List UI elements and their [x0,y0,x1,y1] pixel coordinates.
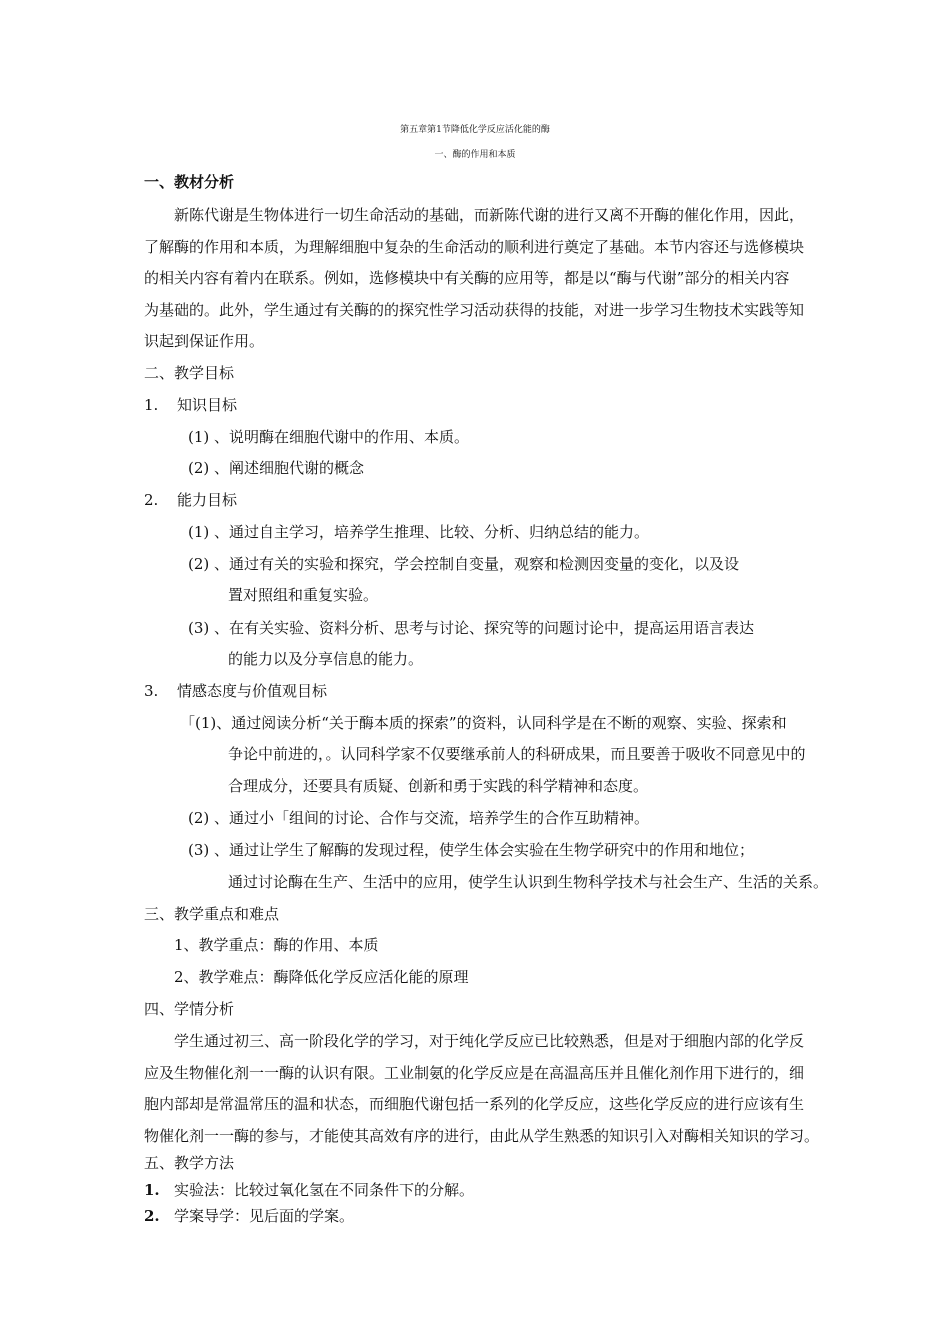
document-title: 第五章第1节降低化学反应活化能的酶 [400,125,550,135]
paragraph-line: 胞内部却是常温常压的温和状态，而细胞代谢包括一系列的化学反应，这些化学反应的进行应该有生 [144,1095,805,1113]
paragraph-line: 的相关内容有着内在联系。例如，选修模块中有关酶的应用等，都是以“酶与代谢”部分的相关内容 [144,269,790,287]
document-subtitle: 一、酶的作用和本质 [434,150,516,160]
paragraph-line: 应及生物催化剂一一酶的认识有限。工业制氨的化学反应是在高温高压并且催化剂作用下进行的，细 [144,1064,805,1082]
list-item: (1) 、说明酶在细胞代谢中的作用、本质。 [188,428,470,446]
list-item: (3) 、在有关实验、资料分析、思考与讨论、探究等的问题讨论中，提高运用语言表达 [188,619,755,637]
paragraph-line: 新陈代谢是生物体进行一切生命活动的基础，而新陈代谢的进行又离不开酶的催化作用，因此， [174,206,805,224]
section-heading: 五、教学方法 [144,1154,235,1172]
list-item: (2) 、阐述细胞代谢的概念 [188,459,365,477]
list-item-continuation: 合理成分，还要具有质疑、创新和勇于实践的科学精神和态度。 [228,777,649,795]
list-number: 1. [144,396,159,414]
list-item: 2、教学难点：酶降低化学反应活化能的原理 [174,968,469,986]
list-item-continuation: 通过讨论酶在生产、生活中的应用，使学生认识到生物科学技术与社会生产、生活的关系。 [228,873,829,891]
subsection-title: 能力目标 [177,491,238,509]
list-item-continuation: 争论中前进的，。认同科学家不仅要继承前人的科研成果，而且要善于吸收不同意见中的 [228,745,806,763]
list-number: 2. [144,491,159,509]
list-number: 3. [144,682,159,700]
list-item-continuation: 置对照组和重复实验。 [228,586,379,604]
list-item-continuation: 的能力以及分享信息的能力。 [228,650,424,668]
list-item: 实验法：比较过氧化氢在不同条件下的分解。 [174,1181,475,1199]
paragraph-line: 识起到保证作用。 [144,332,265,350]
subsection-title: 知识目标 [177,396,238,414]
section-heading: 二、教学目标 [144,364,235,382]
paragraph-line: 学生通过初三、高一阶段化学的学习，对于纯化学反应已比较熟悉，但是对于细胞内部的化学反 [174,1032,805,1050]
list-item: (3) 、通过让学生了解酶的发现过程，使学生体会实验在生物学研究中的作用和地位； [188,841,755,859]
list-item: (2) 、通过有关的实验和探究，学会控制自变量，观察和检测因变量的变化，以及设 [188,555,740,573]
list-number: 1. [144,1181,160,1199]
list-item: 学案导学：见后面的学案。 [174,1207,355,1225]
paragraph-line: 了解酶的作用和本质，为理解细胞中复杂的生命活动的顺利进行奠定了基础。本节内容还与选修模块 [144,238,805,256]
section-heading: 四、学情分析 [144,1000,235,1018]
list-number: 2. [144,1207,160,1225]
paragraph-line: 物催化剂一一酶的参与，才能使其高效有序的进行，由此从学生熟悉的知识引入对酶相关知识的学习。 [144,1127,820,1145]
subsection-title: 情感态度与价值观目标 [177,682,328,700]
list-item: 1、教学重点：酶的作用、本质 [174,936,379,954]
list-item: 「(1)、通过阅读分析“关于酶本质的探索”的资料，认同科学是在不断的观察、实验、探索和 [180,714,787,732]
list-item: (1) 、通过自主学习，培养学生推理、比较、分析、归纳总结的能力。 [188,523,650,541]
paragraph-line: 为基础的。此外，学生通过有关酶的的探究性学习活动获得的技能，对进一步学习生物技术实践等知 [144,301,805,319]
section-heading: 三、教学重点和难点 [144,905,280,923]
list-item: (2) 、通过小「组间的讨论、合作与交流，培养学生的合作互助精神。 [188,809,650,827]
section-heading: 一、教材分析 [144,173,235,191]
